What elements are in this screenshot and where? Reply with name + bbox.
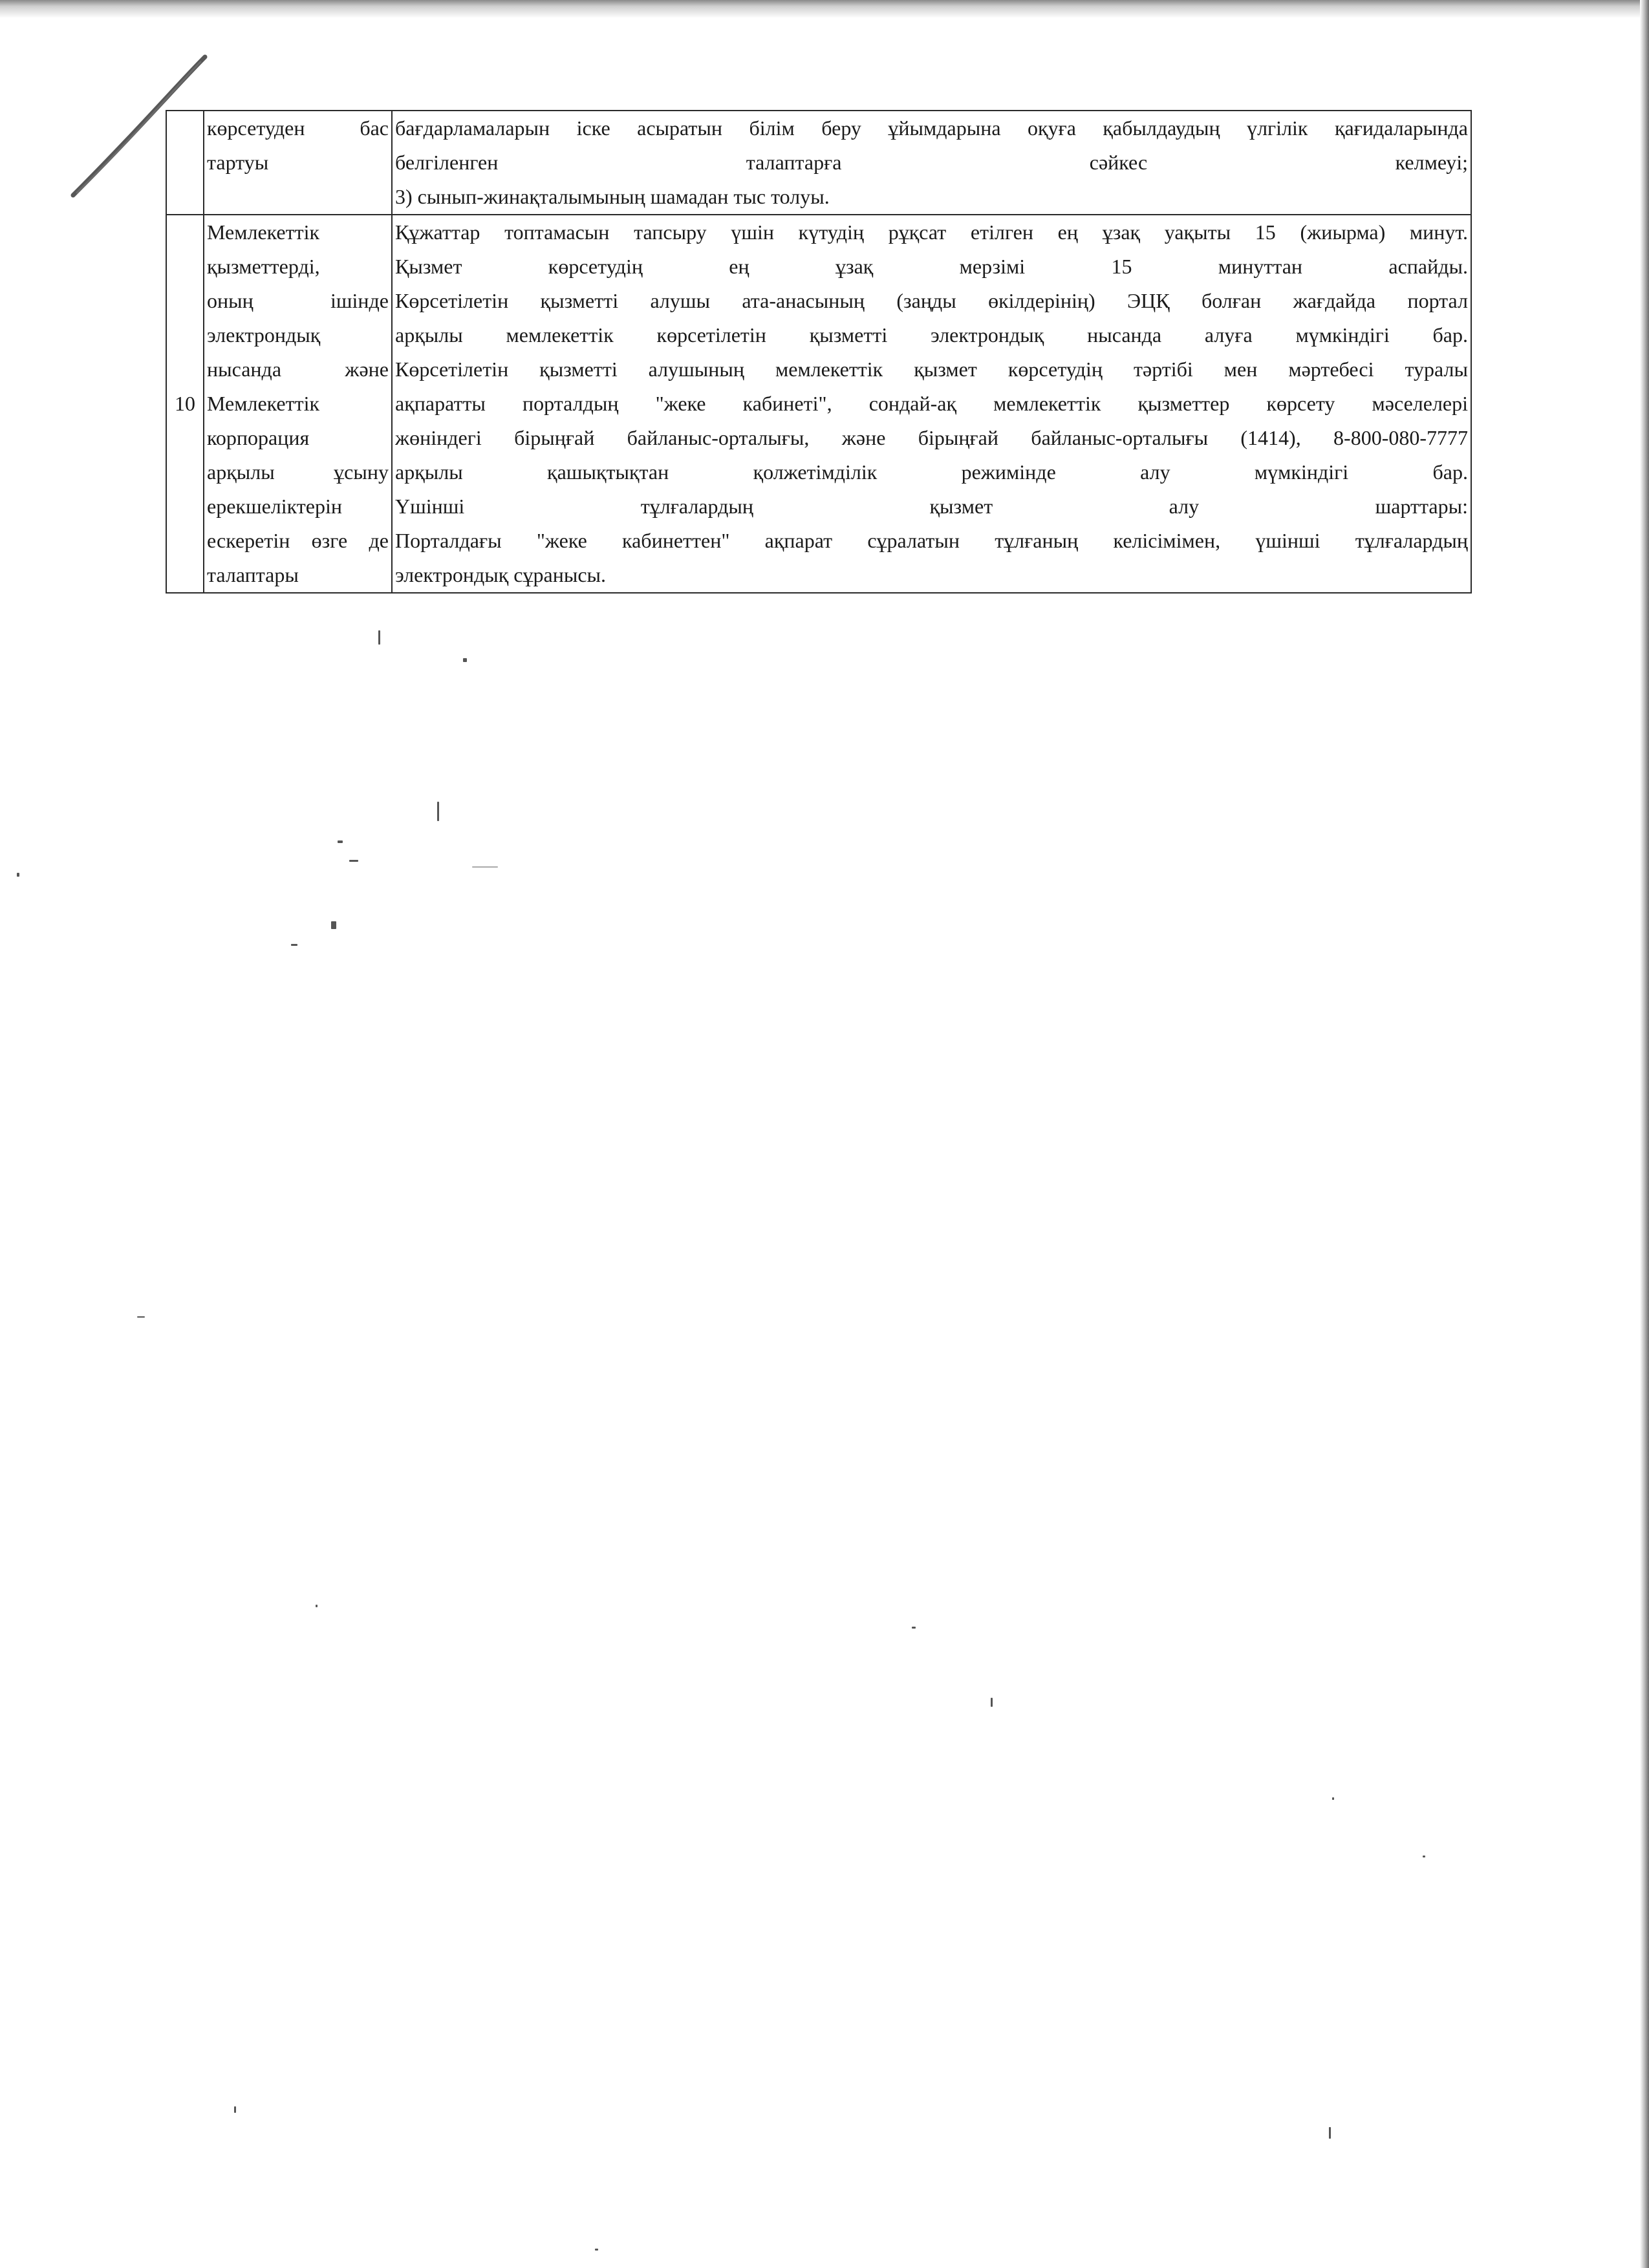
scan-speck [316, 1605, 318, 1607]
name-line: оның ішінде [207, 289, 389, 312]
description-line: Көрсетілетін қызметті алушы ата-анасының (заңды өкілдерінің) ЭЦҚ болған жағдайда портал [395, 289, 1468, 312]
scan-speck [338, 840, 343, 843]
name-line: қызметтерді, [207, 255, 320, 278]
description-line: Құжаттар топтамасын тапсыру үшін күтудің рұқсат етілген ең ұзақ уақыты 15 (жиырма) минут. [395, 220, 1468, 244]
scan-speck [1423, 1856, 1425, 1857]
table-row [166, 111, 1471, 215]
scan-speck [234, 2106, 236, 2113]
description-line: Үшінші тұлғалардың қызмет алу шарттары: [395, 495, 1468, 518]
description-line: белгіленген талаптарға сәйкес келмеуі; [395, 151, 1468, 174]
name-line: көрсетуден бас [207, 116, 389, 140]
name-line: нысанда және [207, 358, 389, 381]
scan-speck [472, 866, 498, 868]
name-line: Мемлекеттік [207, 392, 320, 415]
row-description-cell [392, 215, 1471, 593]
scan-speck [378, 630, 380, 645]
scan-speck [991, 1698, 993, 1707]
description-line: арқылы мемлекеттік көрсетілетін қызметті электрондық нысанда алуға мүмкіндігі бар. [395, 323, 1468, 347]
description-line: жөніндегі бірыңғай байланыс-орталығы, және бірыңғай байланыс-орталығы (1414), 8-800-080-7777 [395, 426, 1468, 449]
scan-speck [17, 873, 19, 877]
service-standard-table [166, 110, 1472, 594]
description-line: электрондық сұранысы. [395, 563, 607, 586]
scan-speck [912, 1627, 916, 1629]
row-description-cell [392, 111, 1471, 215]
scan-speck [1332, 1797, 1334, 1800]
scan-speck [349, 860, 358, 862]
description-line: Порталдағы "жеке кабинеттен" ақпарат сұралатын тұлғаның келісімімен, үшінші тұлғалардың [395, 529, 1468, 552]
description-line: Қызмет көрсетудің ең ұзақ мерзімі 15 минуттан аспайды. [395, 255, 1468, 278]
scan-speck [595, 2249, 598, 2251]
description-line: арқылы қашықтықтан қолжетімділік режимінде алу мүмкіндігі бар. [395, 460, 1468, 484]
name-line: ескеретін өзге де [207, 529, 389, 552]
description-line: 3) сынып-жинақталымының шамадан тыс толуы. [395, 185, 830, 208]
name-line: Мемлекеттік [207, 220, 320, 244]
name-line: тартуы [207, 151, 269, 174]
scan-speck [137, 1316, 145, 1318]
name-line: ерекшеліктерін [207, 495, 342, 518]
name-line: талаптары [207, 563, 299, 586]
name-line: арқылы ұсыну [207, 460, 389, 484]
scan-speck [331, 921, 336, 929]
description-line: Көрсетілетін қызметті алушының мемлекеттік қызмет көрсетудің тәртібі мен мәртебесі туралы [395, 358, 1468, 381]
scan-speck [437, 802, 439, 821]
row-number: 10 [175, 392, 195, 415]
scan-speck [291, 944, 297, 946]
scan-right-edge [1640, 0, 1649, 2268]
table-row [166, 215, 1471, 593]
row-number-cell [166, 111, 204, 215]
scan-top-edge [0, 0, 1649, 18]
name-line: корпорация [207, 426, 310, 449]
scan-speck [463, 658, 467, 662]
row-name-cell [204, 215, 392, 593]
description-line: бағдарламаларын іске асыратын білім беру ұйымдарына оқуға қабылдаудың үлгілік қағидаларында [395, 116, 1468, 140]
name-line: электрондық [207, 323, 321, 347]
row-name-cell [204, 111, 392, 215]
row-number-cell [166, 215, 204, 593]
description-line: ақпаратты порталдың "жеке кабинеті", сондай-ақ мемлекеттік қызметтер көрсету мәселелері [395, 392, 1468, 415]
scan-speck [1329, 2127, 1331, 2139]
